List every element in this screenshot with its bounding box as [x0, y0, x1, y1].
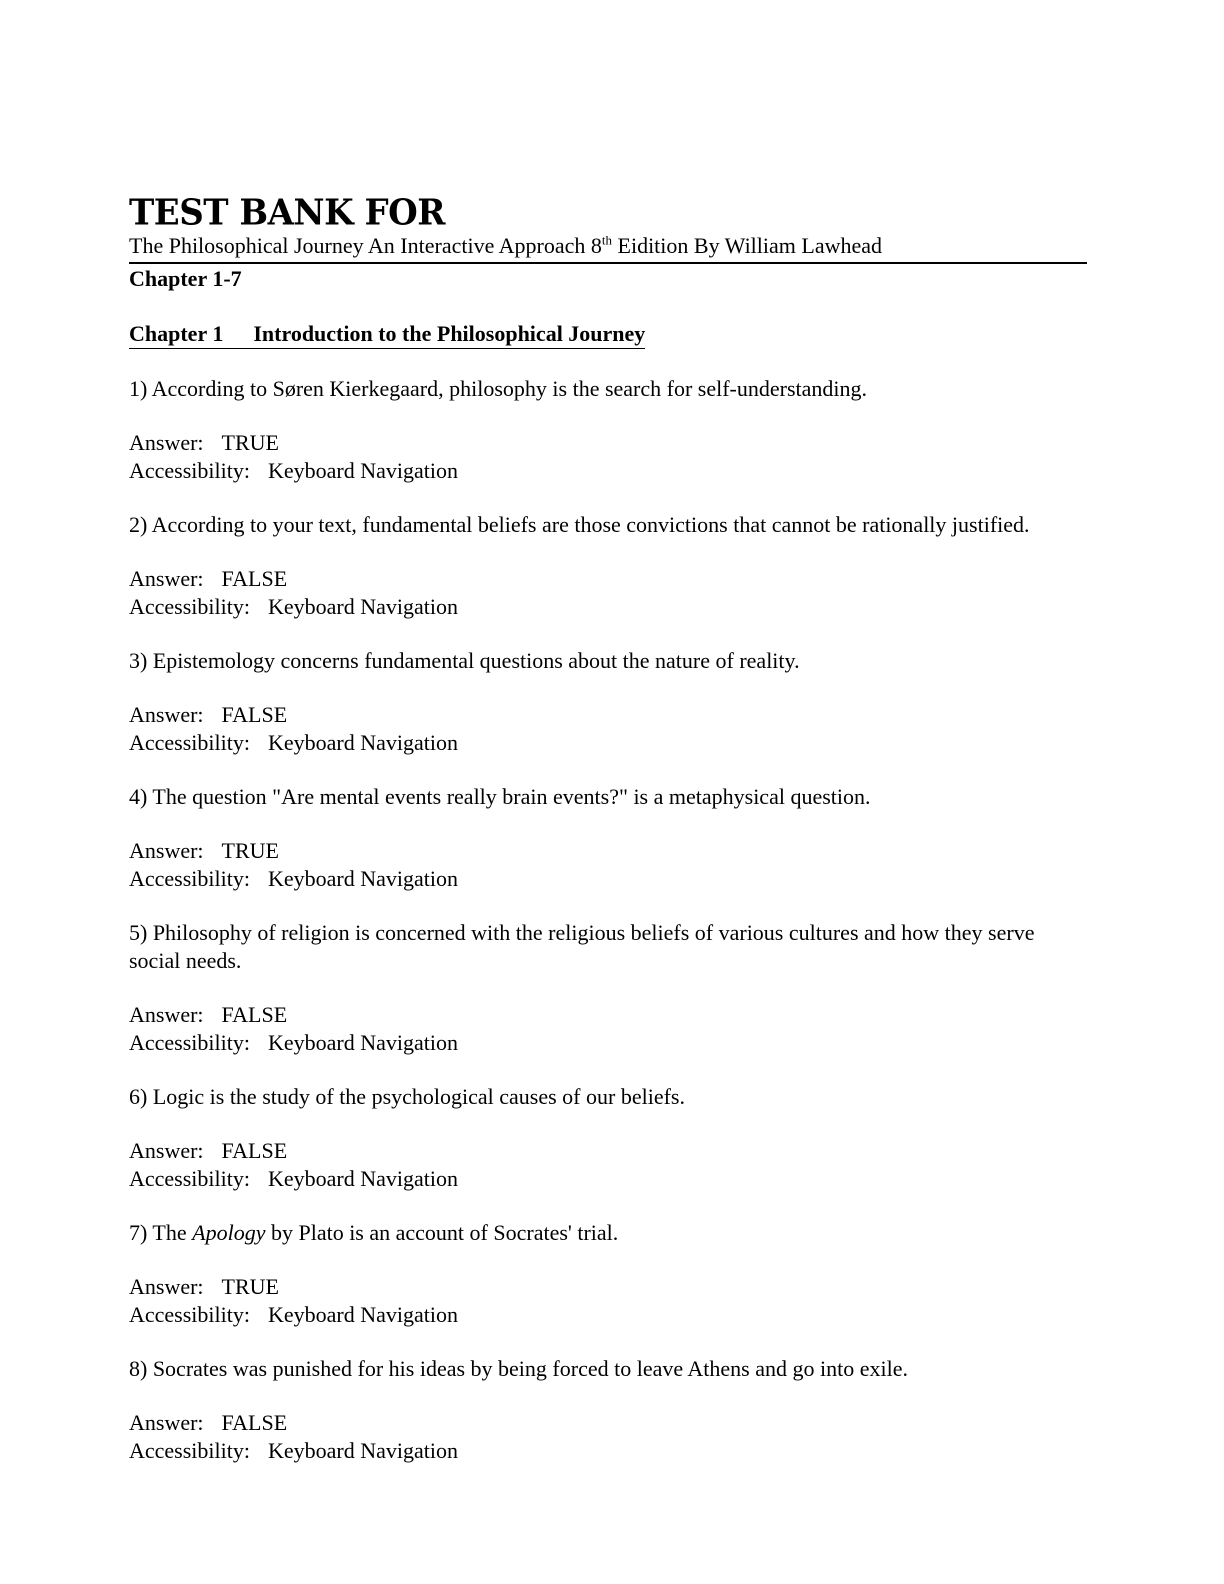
question-text: 3) Epistemology concerns fundamental questions about the nature of reality.	[129, 648, 800, 673]
answer-value: FALSE	[221, 702, 288, 727]
accessibility-label: Accessibility:	[129, 1438, 250, 1463]
document-page	[129, 192, 1087, 1465]
answer-line	[129, 1001, 1087, 1029]
answer-value: FALSE	[221, 1138, 288, 1163]
question-item	[129, 919, 1087, 1057]
accessibility-label: Accessibility:	[129, 458, 250, 483]
answer-label: Answer:	[129, 1138, 204, 1163]
accessibility-label: Accessibility:	[129, 730, 250, 755]
question-item	[129, 1083, 1087, 1193]
subtitle-rest: Eidition By William Lawhead	[612, 233, 883, 258]
accessibility-line	[129, 1029, 1087, 1057]
accessibility-line	[129, 729, 1087, 757]
question-text: 4) The question "Are mental events really brain events?" is a metaphysical question.	[129, 784, 871, 809]
answer-label: Answer:	[129, 702, 204, 727]
answer-line	[129, 1409, 1087, 1437]
answer-label: Answer:	[129, 566, 204, 591]
question-text	[129, 1219, 1087, 1247]
chapter-number: Chapter 1	[129, 321, 224, 346]
accessibility-line	[129, 457, 1087, 485]
answer-label: Answer:	[129, 1002, 204, 1027]
answer-label: Answer:	[129, 1410, 204, 1435]
answer-line	[129, 565, 1087, 593]
accessibility-value: Keyboard Navigation	[267, 594, 458, 619]
chapter-title: Introduction to the Philosophical Journey	[253, 321, 646, 346]
question-item	[129, 1219, 1087, 1329]
question-text: 1) According to Søren Kierkegaard, philosophy is the search for self-understanding.	[129, 376, 868, 401]
accessibility-label: Accessibility:	[129, 866, 250, 891]
answer-line	[129, 1273, 1087, 1301]
question-text-end: by Plato is an account of Socrates' trial.	[265, 1220, 619, 1245]
answer-value: FALSE	[221, 1410, 288, 1435]
accessibility-value: Keyboard Navigation	[267, 458, 458, 483]
question-item	[129, 783, 1087, 893]
question-text-start: 7) The	[129, 1220, 193, 1245]
book-subtitle	[129, 232, 1087, 264]
accessibility-line	[129, 1437, 1087, 1465]
answer-value: FALSE	[221, 566, 288, 591]
question-text: 5) Philosophy of religion is concerned with the religious beliefs of various cultures and how they serve social needs.	[129, 920, 1035, 973]
accessibility-line	[129, 593, 1087, 621]
question-item	[129, 647, 1087, 757]
question-text: 2) According to your text, fundamental beliefs are those convictions that cannot be rationally justified.	[129, 512, 1030, 537]
answer-value: FALSE	[221, 1002, 288, 1027]
accessibility-label: Accessibility:	[129, 1166, 250, 1191]
accessibility-value: Keyboard Navigation	[267, 866, 458, 891]
question-item	[129, 1355, 1087, 1465]
question-item	[129, 375, 1087, 485]
answer-line	[129, 837, 1087, 865]
answer-label: Answer:	[129, 1274, 204, 1299]
accessibility-value: Keyboard Navigation	[267, 1438, 458, 1463]
test-bank-title: TEST BANK FOR	[129, 192, 446, 234]
accessibility-label: Accessibility:	[129, 594, 250, 619]
chapter-heading	[129, 320, 645, 349]
accessibility-value: Keyboard Navigation	[267, 1030, 458, 1055]
question-text: 8) Socrates was punished for his ideas by being forced to leave Athens and go into exile.	[129, 1356, 908, 1381]
answer-value: TRUE	[221, 430, 279, 455]
question-item	[129, 511, 1087, 621]
question-text: 6) Logic is the study of the psychological causes of our beliefs.	[129, 1084, 685, 1109]
book-title-italic: Apology	[192, 1220, 266, 1245]
answer-value: TRUE	[221, 838, 279, 863]
accessibility-line	[129, 865, 1087, 893]
subtitle-main: The Philosophical Journey An Interactive Approach 8	[129, 233, 602, 258]
answer-label: Answer:	[129, 838, 204, 863]
subtitle-superscript: th	[601, 232, 613, 248]
chapter-range: Chapter 1-7	[129, 266, 242, 291]
answer-line	[129, 701, 1087, 729]
accessibility-line	[129, 1165, 1087, 1193]
accessibility-value: Keyboard Navigation	[267, 730, 458, 755]
answer-label: Answer:	[129, 430, 204, 455]
accessibility-line	[129, 1301, 1087, 1329]
accessibility-label: Accessibility:	[129, 1030, 250, 1055]
answer-value: TRUE	[221, 1274, 279, 1299]
accessibility-label: Accessibility:	[129, 1302, 250, 1327]
accessibility-value: Keyboard Navigation	[267, 1166, 458, 1191]
answer-line	[129, 429, 1087, 457]
accessibility-value: Keyboard Navigation	[267, 1302, 458, 1327]
answer-line	[129, 1137, 1087, 1165]
